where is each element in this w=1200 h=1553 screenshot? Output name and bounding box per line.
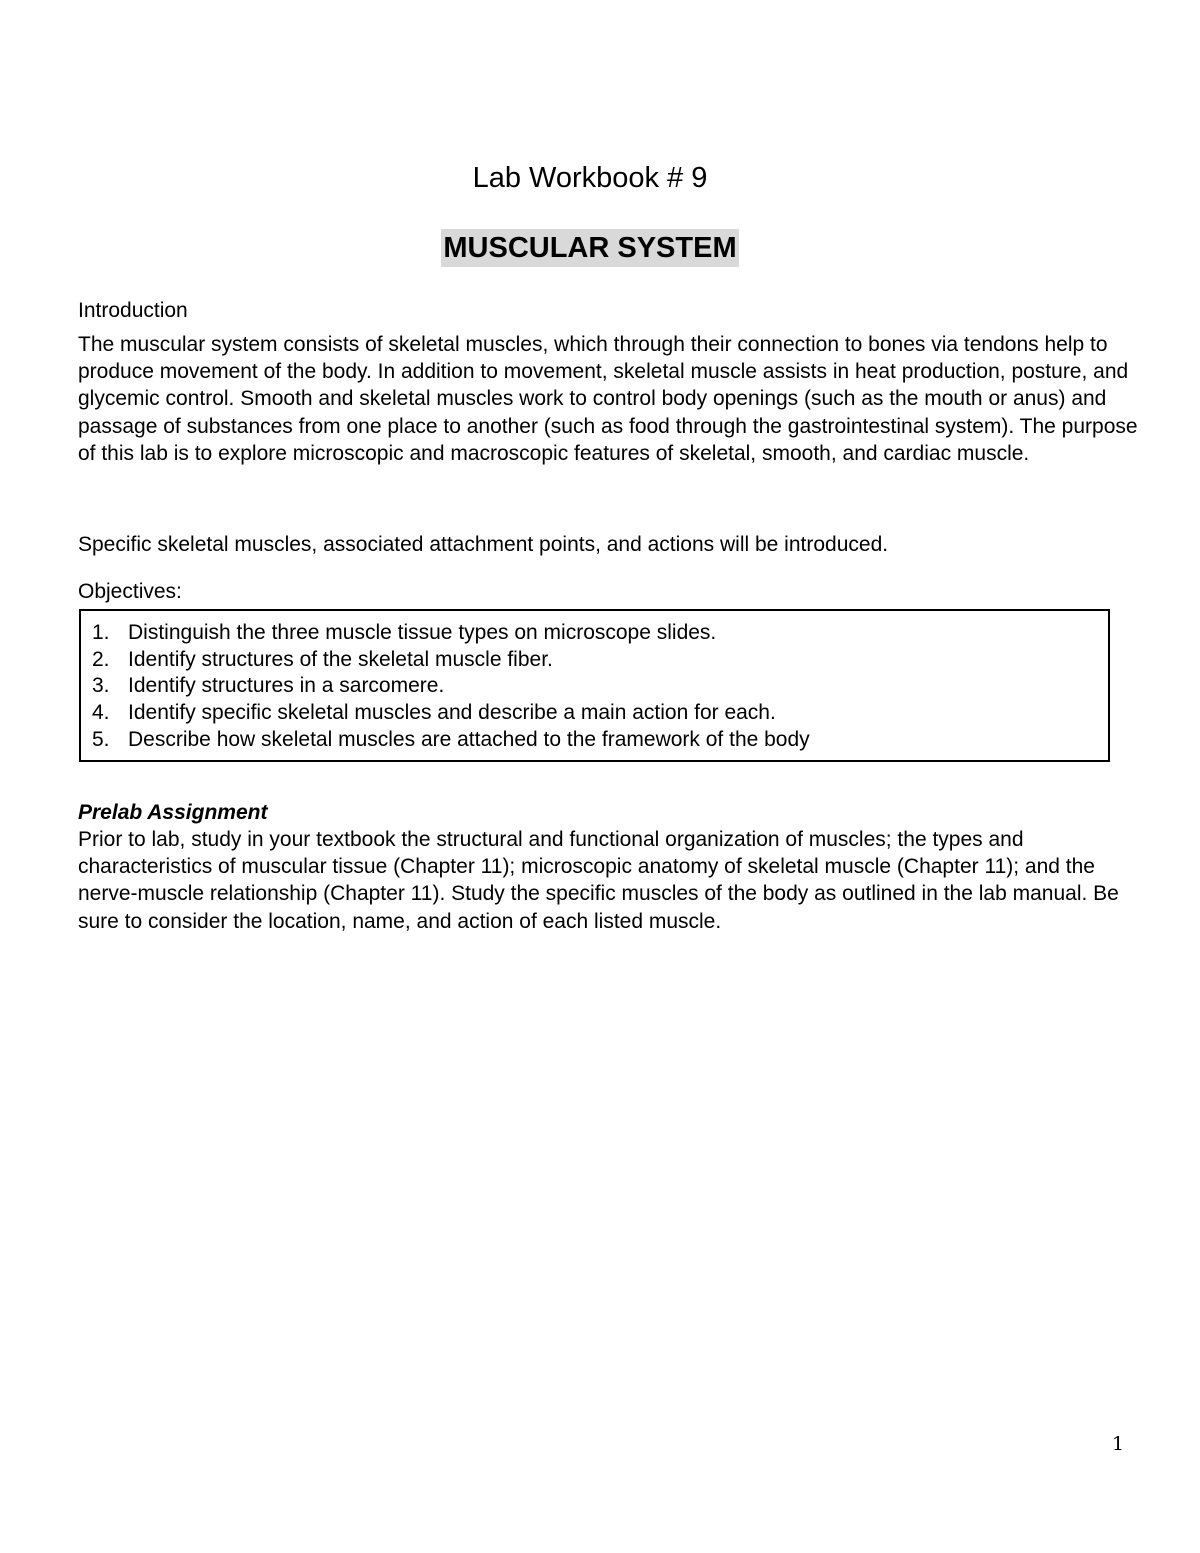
section-title: MUSCULAR SYSTEM bbox=[441, 229, 738, 267]
objective-text: Identify specific skeletal muscles and describe a main action for each. bbox=[128, 701, 776, 725]
objective-item bbox=[81, 727, 1108, 754]
document-title: Lab Workbook # 9 bbox=[472, 162, 708, 194]
prelab-heading: Prelab Assignment bbox=[78, 801, 268, 824]
page-number: 1 bbox=[1112, 1433, 1125, 1455]
objective-text: Distinguish the three muscle tissue types on microscope slides. bbox=[128, 621, 717, 644]
prelab-paragraph: Prior to lab, study in your textbook the structural and functional organization of muscles; the types and characteristics of muscular tissue (Chapter 11); microscopic anatomy of skeletal muscle (Chapter 11); and the nerve-muscle relationship (Chapter 11). Study the specific muscles of the body as outlined in the lab manual. Be sure to consider the location, name, and action of each listed muscle. bbox=[78, 828, 1119, 933]
objective-text: Describe how skeletal muscles are attached to the framework of the body bbox=[128, 727, 810, 751]
objective-item bbox=[81, 620, 1108, 647]
specific-muscles-paragraph: Specific skeletal muscles, associated attachment points, and actions will be introduced. bbox=[78, 533, 889, 556]
objective-number: 5. bbox=[92, 727, 110, 751]
introduction-paragraph: The muscular system consists of skeletal muscles, which through their connection to bones via tendons help to produce movement of the body. In addition to movement, skeletal muscle assists in heat production, posture, and glycemic control. Smooth and skeletal muscles work to control body openings (such as the mouth or anus) and passage of substances from one place to another (such as food through the gastrointestinal system). The purpose of this lab is to explore microscopic and macroscopic features of skeletal, smooth, and cardiac muscle. bbox=[78, 333, 1138, 465]
objective-item bbox=[81, 647, 1108, 674]
objective-item bbox=[81, 673, 1108, 700]
objective-text: Identify structures in a sarcomere. bbox=[128, 674, 445, 698]
objective-number: 1. bbox=[92, 621, 110, 644]
objectives-label: Objectives: bbox=[78, 580, 182, 603]
objective-number: 2. bbox=[92, 647, 110, 671]
objectives-list bbox=[81, 620, 1108, 754]
objective-item bbox=[81, 700, 1108, 727]
introduction-label: Introduction bbox=[78, 299, 188, 322]
section-title-wrapper bbox=[0, 229, 1180, 267]
objectives-box bbox=[79, 609, 1110, 762]
objective-number: 3. bbox=[92, 674, 110, 698]
objective-text: Identify structures of the skeletal muscle fiber. bbox=[128, 647, 553, 671]
objective-number: 4. bbox=[92, 701, 110, 725]
